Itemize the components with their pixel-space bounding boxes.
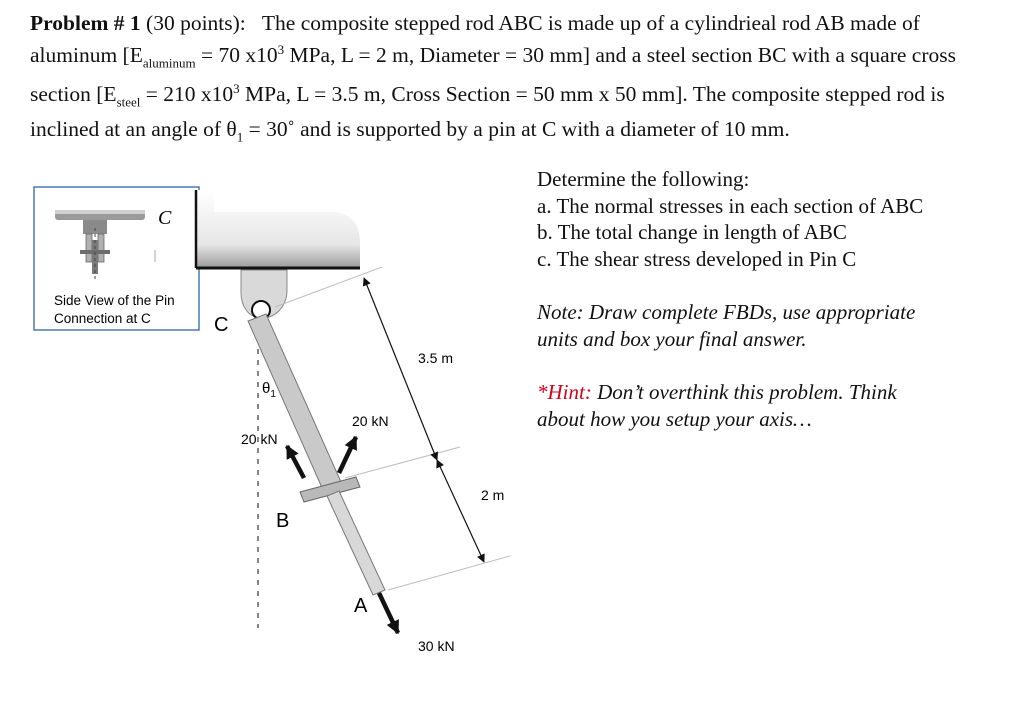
e-aluminum-exponent: 3	[277, 41, 285, 57]
e-aluminum-value: = 70 x10	[195, 42, 278, 67]
load-arrow-left	[287, 446, 304, 478]
problem-points: (30 points):	[146, 11, 246, 35]
load-arrow-right	[339, 437, 356, 473]
extension-line-a	[388, 556, 510, 590]
e-steel-subscript: steel	[116, 94, 141, 110]
hint-prefix: *Hint:	[537, 380, 592, 404]
ceiling-support	[196, 190, 360, 268]
inset-caption-line-2: Connection at C	[54, 311, 151, 326]
theta-subscript: 1	[236, 129, 244, 145]
aluminum-section-ab	[327, 491, 385, 595]
problem-aluminum-details: MPa, L = 2 m, Diameter = 30 mm] and a steel section BC with a square cross section [E	[30, 42, 956, 107]
pin-bracket	[241, 270, 287, 319]
dimension-line-bc	[364, 278, 437, 460]
dimension-ab-label: 2 m	[481, 487, 505, 503]
dimension-bc-label: 3.5 m	[418, 350, 454, 366]
inset-border	[34, 187, 199, 330]
hint-line-2: about how you setup your axis…	[537, 406, 812, 431]
label-a: A	[354, 595, 368, 617]
pin-side-view-inset	[34, 187, 199, 330]
note-line-1: Note: Draw complete FBDs, use appropriate	[537, 300, 916, 324]
e-steel-value: = 210 x10	[140, 82, 234, 107]
load-right-label: 20 kN	[352, 413, 389, 429]
problem-angle-details: = 30˚ and is supported by a pin at C with a diameter of 10 mm.	[243, 117, 790, 142]
load-bottom-label: 30 kN	[418, 638, 455, 654]
inset-label-c: C	[158, 207, 172, 229]
task-heading: Determine the following:	[537, 167, 750, 191]
problem-steel-details: MPa, L = 3.5 m, Cross Section = 50 mm x 50 mm]. The composite stepped rod is inclined at an angle of θ	[30, 82, 945, 142]
hint-line-1-rest: Don’t overthink this problem. Think	[591, 380, 897, 404]
label-c: C	[214, 314, 229, 336]
note-line-2: units and box your final answer.	[537, 326, 807, 351]
task-a: a. The normal stresses in each section of ABC	[537, 193, 924, 218]
task-b: b. The total change in length of ABC	[537, 220, 847, 244]
label-b: B	[276, 510, 290, 532]
inset-caption-line-1: Side View of the Pin	[54, 293, 175, 308]
load-arrow-bottom	[379, 593, 398, 633]
dimension-line-ab	[437, 460, 484, 562]
problem-label: Problem # 1	[30, 11, 141, 35]
e-aluminum-subscript: aluminum	[142, 54, 196, 70]
e-steel-exponent: 3	[233, 81, 240, 97]
extension-line-c	[275, 267, 382, 307]
task-c: c. The shear stress developed in Pin C	[537, 246, 857, 271]
problem-intro: The composite stepped rod ABC is made up of a cylindrieal rod AB made of aluminum [E	[30, 11, 920, 67]
angle-label: $\theta_1$	[262, 380, 276, 400]
load-left-label: 20 kN	[241, 431, 278, 447]
